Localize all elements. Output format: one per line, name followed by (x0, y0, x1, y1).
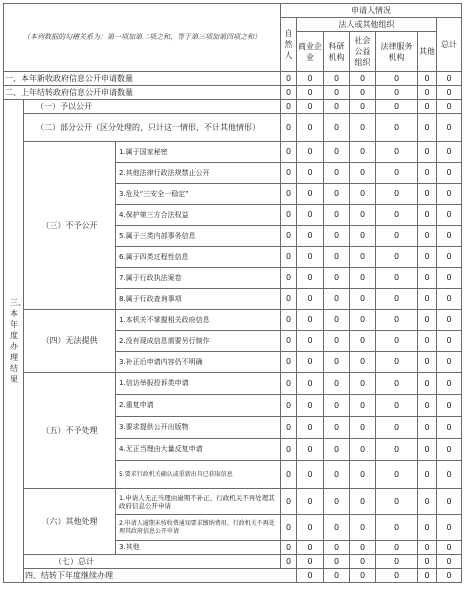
cell-value: 0 (437, 72, 462, 86)
cell-value: 0 (324, 417, 350, 439)
cell-value: 0 (437, 417, 462, 439)
cell-value: 0 (376, 331, 418, 352)
total-header: 总计 (437, 18, 462, 72)
row-label: 8.属于行政查询事项 (116, 289, 281, 310)
cell-value: 0 (376, 541, 418, 555)
cell-value: 0 (437, 373, 462, 395)
cell-value: 0 (437, 114, 462, 142)
cell-value: 0 (350, 569, 376, 583)
cell-value: 0 (376, 555, 418, 569)
cell-value: 0 (281, 86, 297, 100)
cell-value: 0 (324, 163, 350, 184)
cell-value: 0 (376, 226, 418, 247)
cell-value: 0 (324, 142, 350, 163)
table-row (4, 114, 462, 142)
cell-value: 0 (324, 289, 350, 310)
cell-value: 0 (437, 541, 462, 555)
cell-value: 0 (418, 515, 437, 541)
cell-value: 0 (350, 184, 376, 205)
cell-value: 0 (437, 247, 462, 268)
research-header: 科研机构 (324, 32, 350, 72)
cell-value: 0 (418, 569, 437, 583)
cell-value: 0 (350, 310, 376, 331)
cell-value: 0 (297, 268, 324, 289)
cell-value: 0 (437, 515, 462, 541)
social-welfare-header: 社会公益组织 (350, 32, 376, 72)
other-header: 其他 (418, 32, 437, 72)
table-row (4, 86, 462, 100)
cell-value: 0 (418, 86, 437, 100)
cell-value: 0 (437, 461, 462, 489)
cell-value: 0 (418, 114, 437, 142)
cell-value: 0 (281, 205, 297, 226)
cell-value: 0 (350, 461, 376, 489)
cell-value: 0 (437, 569, 462, 583)
cell-value: 0 (297, 86, 324, 100)
cell-value: 0 (281, 352, 297, 373)
row-label: 5.要求行政机关确认或重新出具已获取信息 (116, 461, 281, 489)
legal-group-header: 法人或其他组织 (297, 18, 437, 32)
cell-value: 0 (324, 439, 350, 461)
cell-value: 0 (437, 439, 462, 461)
cell-value: 0 (350, 86, 376, 100)
cell-value: 0 (297, 417, 324, 439)
row-label: 3.其他 (116, 541, 281, 555)
cell-value: 0 (324, 331, 350, 352)
cell-value: 0 (324, 226, 350, 247)
cell-value: 0 (297, 331, 324, 352)
commercial-header: 商业企业 (297, 32, 324, 72)
cell-value: 0 (297, 72, 324, 86)
row-label: 1.属于国家秘密 (116, 142, 281, 163)
row-label: 一、本年新收政府信息公开申请数量 (4, 72, 281, 86)
category-label: （六）其他处理 (24, 489, 116, 555)
cell-value: 0 (437, 268, 462, 289)
cell-value: 0 (418, 489, 437, 515)
cell-value: 0 (297, 247, 324, 268)
table-row (4, 142, 462, 163)
cell-value: 0 (418, 555, 437, 569)
cell-value: 0 (324, 100, 350, 114)
cell-value: 0 (297, 184, 324, 205)
cell-value: 0 (437, 289, 462, 310)
cell-value: 0 (418, 268, 437, 289)
row-label: （一）予以公开 (24, 100, 281, 114)
cell-value: 0 (297, 310, 324, 331)
cell-value: 0 (350, 268, 376, 289)
natural-person-header: 自然人 (281, 18, 297, 72)
row-label: 1.申请人无正当理由逾期不补正、行政机关不再处理其政府信息公开申请 (116, 489, 281, 515)
cell-value: 0 (350, 72, 376, 86)
row-label: （七）总计 (24, 555, 281, 569)
cell-value: 0 (350, 541, 376, 555)
cell-value: 0 (297, 395, 324, 417)
cell-value: 0 (376, 417, 418, 439)
cell-value: 0 (281, 100, 297, 114)
cell-value: 0 (324, 461, 350, 489)
cell-value: 0 (324, 72, 350, 86)
cell-value: 0 (281, 226, 297, 247)
cell-value: 0 (376, 268, 418, 289)
cell-value: 0 (437, 226, 462, 247)
cell-value: 0 (376, 247, 418, 268)
legal-service-header: 法律服务机构 (376, 32, 418, 72)
cell-value: 0 (376, 515, 418, 541)
cell-value: 0 (418, 142, 437, 163)
row-label: 3.补正后申请内容仍不明确 (116, 352, 281, 373)
row-label: 2.申请人逾期未按收费通知要求缴纳费用、行政机关不再处理其政府信息公开申请 (116, 515, 281, 541)
cell-value: 0 (376, 142, 418, 163)
cell-value: 0 (418, 352, 437, 373)
cell-value: 0 (376, 439, 418, 461)
cell-value: 0 (350, 395, 376, 417)
cell-value: 0 (324, 268, 350, 289)
cell-value: 0 (418, 541, 437, 555)
cell-value: 0 (437, 395, 462, 417)
cell-value: 0 (437, 163, 462, 184)
cell-value: 0 (437, 86, 462, 100)
cell-value: 0 (297, 352, 324, 373)
cell-value: 0 (376, 100, 418, 114)
disclosure-statistics-table (3, 3, 462, 583)
cell-value: 0 (324, 395, 350, 417)
cell-value: 0 (281, 515, 297, 541)
cell-value: 0 (324, 86, 350, 100)
cell-value: 0 (437, 489, 462, 515)
cell-value: 0 (324, 541, 350, 555)
cell-value: 0 (418, 247, 437, 268)
row-label: 二、上年结转政府信息公开申请数量 (4, 86, 281, 100)
row-label: 5.属于三类内部事务信息 (116, 226, 281, 247)
cell-value: 0 (418, 439, 437, 461)
cell-value: 0 (350, 439, 376, 461)
cell-value: 0 (418, 72, 437, 86)
cell-value: 0 (437, 100, 462, 114)
cell-value: 0 (281, 461, 297, 489)
cell-value: 0 (350, 417, 376, 439)
cell-value: 0 (350, 163, 376, 184)
cell-value: 0 (297, 114, 324, 142)
cell-value: 0 (350, 100, 376, 114)
row-label: 6.属于四类过程性信息 (116, 247, 281, 268)
cell-value: 0 (297, 461, 324, 489)
cell-value: 0 (350, 226, 376, 247)
cell-value: 0 (297, 205, 324, 226)
row-label: 4.无正当理由大量反复申请 (116, 439, 281, 461)
cell-value: 0 (281, 489, 297, 515)
cell-value: 0 (297, 226, 324, 247)
cell-value: 0 (297, 439, 324, 461)
category-label: （四）无法提供 (24, 310, 116, 373)
cell-value: 0 (281, 373, 297, 395)
cell-value: 0 (281, 72, 297, 86)
cell-value: 0 (437, 205, 462, 226)
cell-value: 0 (350, 247, 376, 268)
cell-value: 0 (437, 310, 462, 331)
cell-value: 0 (281, 541, 297, 555)
category-label: （三）不予公开 (24, 142, 116, 310)
cell-value: 0 (418, 417, 437, 439)
cell-value: 0 (376, 72, 418, 86)
row-label: 2.没有现成信息需要另行制作 (116, 331, 281, 352)
column-relation-note: （本列数据的勾稽关系为：第一项加第二项之和，等于第三项加第四项之和） (4, 4, 281, 72)
cell-value: 0 (376, 163, 418, 184)
cell-value: 0 (437, 142, 462, 163)
cell-value: 0 (297, 569, 324, 583)
row-label: 四、结转下年度继续办理 (24, 569, 297, 583)
cell-value: 0 (297, 515, 324, 541)
cell-value: 0 (350, 114, 376, 142)
cell-value: 0 (281, 114, 297, 142)
cell-value: 0 (376, 86, 418, 100)
cell-value: 0 (281, 289, 297, 310)
cell-value: 0 (418, 289, 437, 310)
cell-value: 0 (376, 205, 418, 226)
cell-value: 0 (350, 352, 376, 373)
cell-value: 0 (281, 163, 297, 184)
cell-value: 0 (324, 555, 350, 569)
table-row (4, 100, 462, 114)
row-label: （二）部分公开（区分处理的，只计这一情形，不计其他情形） (24, 114, 281, 142)
cell-value: 0 (324, 352, 350, 373)
cell-value: 0 (281, 439, 297, 461)
applicant-header: 申请人情况 (281, 4, 462, 18)
cell-value: 0 (376, 373, 418, 395)
cell-value: 0 (350, 289, 376, 310)
cell-value: 0 (437, 555, 462, 569)
cell-value: 0 (281, 555, 297, 569)
table-row (4, 310, 462, 331)
cell-value: 0 (281, 310, 297, 331)
section-three-label: 三、本年度办理结果 (4, 100, 24, 583)
row-label: 7.属于行政执法案卷 (116, 268, 281, 289)
table-row (4, 489, 462, 515)
category-label: （五）不予处理 (24, 373, 116, 489)
cell-value: 0 (418, 373, 437, 395)
cell-value: 0 (376, 352, 418, 373)
row-label: 1.本机关不掌握相关政府信息 (116, 310, 281, 331)
cell-value: 0 (281, 247, 297, 268)
cell-value: 0 (418, 331, 437, 352)
cell-value: 0 (376, 461, 418, 489)
table-row (4, 569, 462, 583)
cell-value: 0 (376, 310, 418, 331)
cell-value: 0 (376, 395, 418, 417)
cell-value: 0 (324, 247, 350, 268)
cell-value: 0 (418, 184, 437, 205)
cell-value: 0 (350, 489, 376, 515)
row-label: 1.信访举报投诉类申请 (116, 373, 281, 395)
cell-value: 0 (297, 100, 324, 114)
cell-value: 0 (418, 310, 437, 331)
cell-value: 0 (350, 555, 376, 569)
cell-value: 0 (324, 569, 350, 583)
cell-value: 0 (350, 205, 376, 226)
row-label: 2.重复申请 (116, 395, 281, 417)
cell-value: 0 (376, 184, 418, 205)
cell-value: 0 (324, 373, 350, 395)
cell-value: 0 (281, 142, 297, 163)
cell-value: 0 (281, 268, 297, 289)
cell-value: 0 (324, 310, 350, 331)
cell-value: 0 (418, 100, 437, 114)
cell-value: 0 (376, 489, 418, 515)
cell-value: 0 (437, 352, 462, 373)
row-label: 3.要求提供公开出版物 (116, 417, 281, 439)
cell-value: 0 (297, 489, 324, 515)
cell-value: 0 (281, 331, 297, 352)
cell-value: 0 (376, 289, 418, 310)
cell-value: 0 (418, 163, 437, 184)
cell-value: 0 (350, 331, 376, 352)
cell-value: 0 (350, 142, 376, 163)
cell-value: 0 (324, 489, 350, 515)
row-label: 2.其他法律行政法规禁止公开 (116, 163, 281, 184)
cell-value: 0 (281, 395, 297, 417)
cell-value: 0 (437, 184, 462, 205)
cell-value: 0 (324, 114, 350, 142)
table-row (4, 373, 462, 395)
cell-value: 0 (297, 541, 324, 555)
cell-value: 0 (297, 142, 324, 163)
cell-value: 0 (350, 515, 376, 541)
cell-value: 0 (376, 569, 418, 583)
cell-value: 0 (418, 395, 437, 417)
table-row (4, 72, 462, 86)
row-label: 4.保护第三方合法权益 (116, 205, 281, 226)
cell-value: 0 (297, 555, 324, 569)
cell-value: 0 (281, 417, 297, 439)
cell-value: 0 (437, 331, 462, 352)
cell-value: 0 (297, 289, 324, 310)
table-row (4, 555, 462, 569)
cell-value: 0 (324, 205, 350, 226)
cell-value: 0 (418, 226, 437, 247)
cell-value: 0 (324, 184, 350, 205)
cell-value: 0 (281, 184, 297, 205)
cell-value: 0 (324, 515, 350, 541)
cell-value: 0 (376, 114, 418, 142)
cell-value: 0 (297, 163, 324, 184)
cell-value: 0 (418, 205, 437, 226)
cell-value: 0 (350, 373, 376, 395)
cell-value: 0 (418, 461, 437, 489)
row-label: 3.危及“三安全一稳定” (116, 184, 281, 205)
cell-value: 0 (297, 373, 324, 395)
